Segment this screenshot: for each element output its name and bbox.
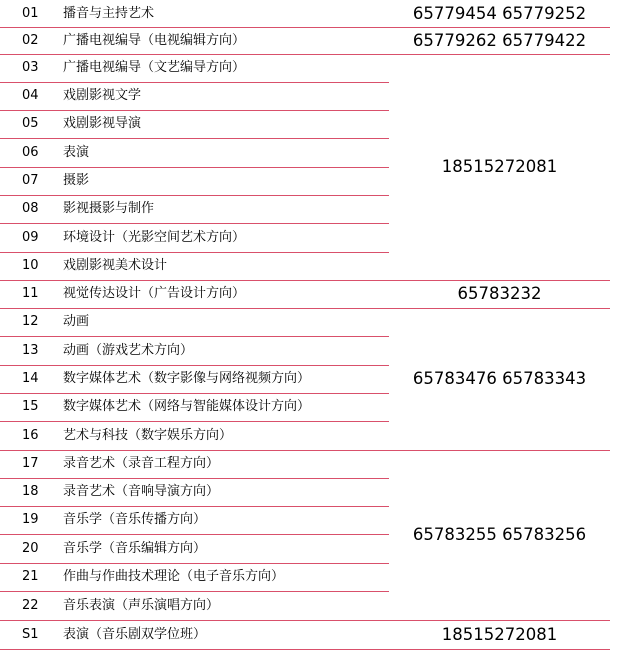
row-number: 01	[22, 5, 39, 21]
contact-phone: 65779262 65779422	[412, 30, 587, 50]
major-name: 播音与主持艺术	[63, 5, 155, 21]
row-divider	[0, 534, 389, 535]
row-divider	[0, 252, 389, 253]
contact-phone: 65783232	[457, 284, 542, 303]
row-number: 22	[22, 597, 39, 613]
row-number: S1	[22, 626, 39, 642]
major-name: 音乐学（音乐编辑方向）	[63, 540, 207, 556]
row-divider	[0, 563, 389, 564]
major-name: 作曲与作曲技术理论（电子音乐方向）	[63, 569, 285, 584]
row-divider	[0, 82, 389, 83]
major-name: 戏剧影视美术设计	[63, 258, 168, 273]
row-divider	[0, 336, 389, 337]
row-divider	[0, 393, 389, 394]
row-number: 15	[22, 399, 39, 414]
row-number: 12	[22, 314, 39, 329]
row-number: 21	[22, 569, 39, 584]
row-number: 02	[22, 32, 39, 48]
major-name: 音乐表演（声乐演唱方向）	[63, 597, 220, 613]
row-number: 08	[22, 201, 39, 216]
contact-phone: 65779454 65779252	[412, 3, 587, 23]
row-number: 04	[22, 88, 39, 103]
major-name: 广播电视编导（文艺编导方向）	[63, 60, 246, 75]
row-number: 10	[22, 258, 39, 273]
row-number: 17	[22, 456, 39, 471]
row-number: 05	[22, 116, 39, 131]
major-name: 数字媒体艺术（网络与智能媒体设计方向）	[63, 399, 311, 414]
row-divider	[0, 649, 610, 650]
row-divider	[0, 506, 389, 507]
row-divider	[0, 591, 389, 592]
row-divider	[0, 620, 610, 621]
row-divider	[0, 195, 389, 196]
row-divider	[0, 138, 389, 139]
contact-phone: 65783255 65783256	[412, 525, 587, 544]
row-number: 16	[22, 427, 39, 443]
row-number: 13	[22, 342, 39, 358]
major-name: 动画	[63, 314, 90, 329]
row-divider	[0, 54, 610, 55]
major-name: 摄影	[63, 173, 90, 188]
row-number: 07	[22, 173, 39, 188]
row-divider	[0, 450, 610, 451]
row-divider	[0, 308, 610, 309]
major-name: 视觉传达设计（广告设计方向）	[63, 286, 246, 301]
row-divider	[0, 280, 610, 281]
major-name: 录音艺术（录音工程方向）	[63, 456, 220, 471]
major-name: 环境设计（光影空间艺术方向）	[63, 229, 246, 245]
major-name: 表演（音乐剧双学位班）	[63, 626, 207, 642]
major-name: 表演	[63, 144, 90, 160]
row-divider	[0, 365, 389, 366]
row-number: 18	[22, 484, 39, 499]
row-divider	[0, 27, 610, 28]
major-name: 动画（游戏艺术方向）	[63, 342, 194, 358]
row-divider	[0, 478, 389, 479]
row-divider	[0, 110, 389, 111]
row-number: 19	[22, 512, 39, 527]
row-divider	[0, 421, 389, 422]
major-name: 数字媒体艺术（数字影像与网络视频方向）	[63, 371, 311, 386]
row-number: 14	[22, 371, 39, 386]
row-number: 09	[22, 229, 39, 245]
row-number: 20	[22, 540, 39, 556]
major-name: 广播电视编导（电视编辑方向）	[63, 32, 246, 48]
major-name: 戏剧影视文学	[63, 88, 142, 103]
contact-phone: 65783476 65783343	[412, 369, 587, 388]
row-divider	[0, 167, 389, 168]
row-number: 03	[22, 60, 39, 75]
major-name: 戏剧影视导演	[63, 116, 142, 131]
contact-phone: 18515272081	[441, 624, 558, 644]
major-name: 音乐学（音乐传播方向）	[63, 512, 207, 527]
major-name: 录音艺术（音响导演方向）	[63, 484, 220, 499]
major-name: 影视摄影与制作	[63, 201, 155, 216]
row-number: 11	[22, 286, 39, 301]
row-number: 06	[22, 144, 39, 160]
contact-phone: 18515272081	[441, 157, 558, 176]
major-name: 艺术与科技（数字娱乐方向）	[63, 427, 233, 443]
row-divider	[0, 223, 389, 224]
